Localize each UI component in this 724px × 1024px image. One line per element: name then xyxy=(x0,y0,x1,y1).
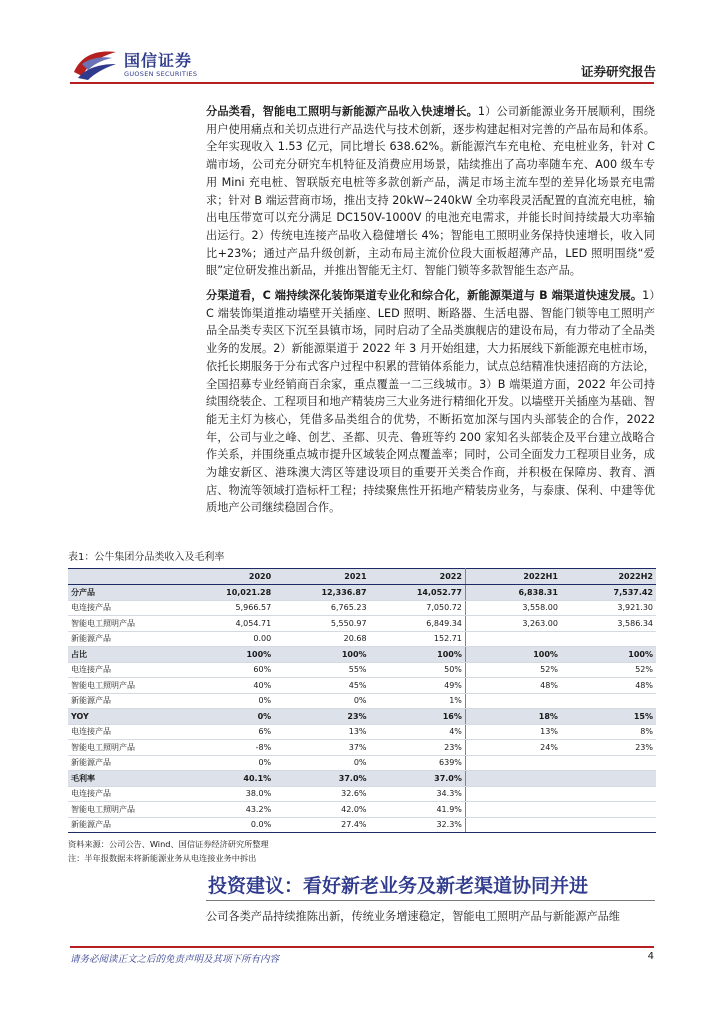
value-cell: 3,263.00 xyxy=(465,616,561,632)
value-cell xyxy=(561,817,656,833)
value-cell: 48% xyxy=(561,678,656,694)
value-cell: 60% xyxy=(179,662,274,678)
table-row xyxy=(68,600,656,616)
value-cell: 4,054.71 xyxy=(179,616,274,632)
value-cell: 43.2% xyxy=(179,802,274,818)
value-cell: 100% xyxy=(179,647,274,663)
value-cell: 13% xyxy=(274,724,369,740)
row-label-cell: 新能源产品 xyxy=(68,817,179,833)
value-cell: 16% xyxy=(370,709,466,725)
row-label-cell: 分产品 xyxy=(68,585,179,601)
value-cell: 41.9% xyxy=(370,802,466,818)
value-cell: 34.3% xyxy=(370,786,466,802)
value-cell: 14,052.77 xyxy=(370,585,466,601)
value-cell xyxy=(561,802,656,818)
guosen-logo-icon xyxy=(72,46,118,82)
value-cell: 4% xyxy=(370,724,466,740)
table-footnote: 注：半年报数据未将新能源业务从电连接业务中拆出 xyxy=(68,853,257,863)
row-label-cell: 新能源产品 xyxy=(68,755,179,771)
value-cell: 24% xyxy=(465,740,561,756)
value-cell: 37% xyxy=(274,740,369,756)
value-cell: 52% xyxy=(561,662,656,678)
value-cell: 3,586.34 xyxy=(561,616,656,632)
table-row xyxy=(68,771,656,787)
guosen-logo xyxy=(72,46,202,86)
value-cell: 20.68 xyxy=(274,631,369,647)
table-notes xyxy=(68,837,656,865)
table-row xyxy=(68,802,656,818)
value-cell: 0% xyxy=(274,755,369,771)
row-label-cell: 电连接产品 xyxy=(68,600,179,616)
section-title: 投资建议：看好新老业务及新老渠道协同并进 xyxy=(208,875,589,897)
value-cell xyxy=(465,755,561,771)
table-body xyxy=(68,585,656,833)
logo-english-name: GUOSEN SECURITIES xyxy=(124,70,198,78)
value-cell: 8% xyxy=(561,724,656,740)
value-cell: 100% xyxy=(465,647,561,663)
value-cell: 639% xyxy=(370,755,466,771)
report-type-label: 证券研究报告 xyxy=(580,64,656,79)
table-row xyxy=(68,724,656,740)
value-cell xyxy=(561,771,656,787)
row-label-cell: 新能源产品 xyxy=(68,631,179,647)
value-cell: 40% xyxy=(179,678,274,694)
row-label-cell: 智能电工照明产品 xyxy=(68,678,179,694)
value-cell: 3,921.30 xyxy=(561,600,656,616)
value-cell: 23% xyxy=(274,709,369,725)
table-row xyxy=(68,585,656,601)
value-cell: 45% xyxy=(274,678,369,694)
paragraph-product-text: 1）公司新能源业务开展顺利，围绕用户使用痛点和关切点进行产品迭代与技术创新，逐步构建起相对完善的产品布局和体系。全年实现收入 1.53 亿元，同比增长 638.62%。新能源汽车充电枪、充电桩业务，针对 C 端市场，公司充分研究车机特征及消费应用场景，陆续推出了高功率随车充、A00 级车专用 Mini 充电桩、智联版充电桩等多款创新产品，满足市场主流车型的差异化场景充电需求；针对 B 端运营商市场，推出支持 20kW~240kW 全功率段灵活配置的直流充电桩，输出电压带宽可以充分满足 DC150V-1000V 的电池充电需求，并能长时间持续最大功率输出运行。2）传统电连接产品收入稳健增长 4%；智能电工照明业务保持快速增长，收入同比+23%；通过产品升级创新，主动布局主流价位段大面板超薄产品，LED 照明围绕“爱眼”定位研发推出新品，并推出智能无主灯、智能门锁等多款智能生态产品。 xyxy=(206,105,655,278)
value-cell xyxy=(465,693,561,709)
value-cell: 5,966.57 xyxy=(179,600,274,616)
page-header xyxy=(0,0,724,92)
value-cell: 37.0% xyxy=(370,771,466,787)
page-number: 4 xyxy=(647,951,654,962)
table-row xyxy=(68,647,656,663)
value-cell: 5,550.97 xyxy=(274,616,369,632)
table-header-cell: 2022H2 xyxy=(561,569,656,585)
value-cell: 38.0% xyxy=(179,786,274,802)
value-cell: 0% xyxy=(179,709,274,725)
table-row xyxy=(68,693,656,709)
value-cell: 42.0% xyxy=(274,802,369,818)
value-cell xyxy=(465,631,561,647)
value-cell: 32.6% xyxy=(274,786,369,802)
value-cell: 23% xyxy=(561,740,656,756)
row-label-cell: YOY xyxy=(68,709,179,725)
value-cell: 15% xyxy=(561,709,656,725)
table-row xyxy=(68,678,656,694)
value-cell: 49% xyxy=(370,678,466,694)
table-row xyxy=(68,786,656,802)
value-cell: 100% xyxy=(370,647,466,663)
value-cell: 152.71 xyxy=(370,631,466,647)
value-cell: 0.00 xyxy=(179,631,274,647)
value-cell: 37.0% xyxy=(274,771,369,787)
table-row xyxy=(68,740,656,756)
value-cell: 0% xyxy=(179,755,274,771)
table-row xyxy=(68,616,656,632)
paragraph-product-analysis xyxy=(206,103,655,280)
header-divider xyxy=(70,82,654,84)
value-cell: 48% xyxy=(465,678,561,694)
row-label-cell: 毛利率 xyxy=(68,771,179,787)
value-cell: 7,537.42 xyxy=(561,585,656,601)
row-label-cell: 电连接产品 xyxy=(68,724,179,740)
table-row xyxy=(68,709,656,725)
value-cell: 0% xyxy=(274,693,369,709)
body-text xyxy=(206,103,655,517)
value-cell xyxy=(465,802,561,818)
value-cell: 52% xyxy=(465,662,561,678)
value-cell: 40.1% xyxy=(179,771,274,787)
value-cell: 0.0% xyxy=(179,817,274,833)
logo-chinese-name: 国信证券 xyxy=(124,51,193,70)
page-footer xyxy=(0,946,724,976)
value-cell: -8% xyxy=(179,740,274,756)
revenue-table-section xyxy=(68,548,656,865)
value-cell: 100% xyxy=(561,647,656,663)
value-cell: 27.4% xyxy=(274,817,369,833)
value-cell: 6,765.23 xyxy=(274,600,369,616)
value-cell xyxy=(561,755,656,771)
value-cell: 18% xyxy=(465,709,561,725)
revenue-margin-table xyxy=(68,568,656,833)
value-cell xyxy=(465,771,561,787)
value-cell: 3,558.00 xyxy=(465,600,561,616)
table-header-cell: 2020 xyxy=(179,569,274,585)
footer-divider xyxy=(70,946,654,948)
value-cell: 1% xyxy=(370,693,466,709)
paragraph-product-title: 分品类看，智能电工照明与新能源产品收入快速增长。 xyxy=(206,105,478,118)
table-row xyxy=(68,817,656,833)
value-cell: 23% xyxy=(370,740,466,756)
value-cell: 6,838.31 xyxy=(465,585,561,601)
row-label-cell: 占比 xyxy=(68,647,179,663)
table-header-cell: 2021 xyxy=(274,569,369,585)
value-cell: 0% xyxy=(179,693,274,709)
value-cell xyxy=(561,631,656,647)
value-cell xyxy=(561,786,656,802)
row-label-cell: 电连接产品 xyxy=(68,662,179,678)
value-cell: 6,849.34 xyxy=(370,616,466,632)
value-cell xyxy=(465,817,561,833)
row-label-cell: 智能电工照明产品 xyxy=(68,616,179,632)
value-cell: 10,021.28 xyxy=(179,585,274,601)
row-label-cell: 新能源产品 xyxy=(68,693,179,709)
value-cell: 50% xyxy=(370,662,466,678)
value-cell xyxy=(561,693,656,709)
value-cell: 7,050.72 xyxy=(370,600,466,616)
value-cell: 55% xyxy=(274,662,369,678)
investment-advice-heading xyxy=(206,868,655,902)
row-label-cell: 电连接产品 xyxy=(68,786,179,802)
value-cell: 32.3% xyxy=(370,817,466,833)
table-source: 资料来源：公司公告、Wind、国信证券经济研究所整理 xyxy=(68,839,269,849)
table-header-row xyxy=(68,569,656,585)
table-title: 表1：公牛集团分品类收入及毛利率 xyxy=(68,552,225,563)
table-row xyxy=(68,662,656,678)
value-cell: 100% xyxy=(274,647,369,663)
paragraph-channel-analysis xyxy=(206,287,655,517)
value-cell: 6% xyxy=(179,724,274,740)
value-cell xyxy=(465,786,561,802)
row-label-cell: 智能电工照明产品 xyxy=(68,802,179,818)
investment-advice-text: 公司各类产品持续推陈出新，传统业务增速稳定，智能电工照明产品与新能源产品维 xyxy=(206,910,620,923)
row-label-cell: 智能电工照明产品 xyxy=(68,740,179,756)
paragraph-channel-text: 1）C 端装饰渠道推动墙壁开关插座、LED 照明、断路器、生活电器、智能门锁等电工照明产品全品类专卖区下沉至县镇市场，同时启动了全品类旗舰店的建设布局，有力带动了全品类业务的发展。2）新能源渠道于 2022 年 3 月开始组建，大力拓展线下新能源充电桩市场，依托长期服务于分布式客户过程中积累的营销体系能力，试点总结精准快速招商的方法论，全国招募专业经销商百余家，重点覆盖一二三线城市。3）B 端渠道方面，2022 年公司持续围绕装企、工程项目和地产精装房三大业务进行精细化开发。以墙壁开关插座为基础、智能无主灯为核心，凭借多品类组合的优势，不断拓宽加深与国内头部装企的合作，2022 年，公司与业之峰、创艺、圣都、贝壳、鲁班等约 200 家知名头部装企及平台建立战略合作关系，并围绕重点城市提升区域装企网点覆盖率；同时，公司全面发力工程项目业务，成为雄安新区、港珠澳大湾区等建设项目的重要开关类合作商，并积极在保障房、教育、酒店、物流等领域打造标杆工程；持续聚焦性开拓地产精装房业务，与泰康、保利、中建等优质地产公司继续稳固合作。 xyxy=(206,289,655,515)
section-divider xyxy=(206,900,655,901)
paragraph-channel-title: 分渠道看，C 端持续深化装饰渠道专业化和综合化，新能源渠道与 B 端渠道快速发展。 xyxy=(206,289,643,303)
table-header-cell: 2022H1 xyxy=(465,569,561,585)
table-header-cell: 2022 xyxy=(370,569,466,585)
footer-disclaimer: 请务必阅读正文之后的免责声明及其项下所有内容 xyxy=(70,954,280,965)
table-row xyxy=(68,631,656,647)
table-header-cell xyxy=(68,569,179,585)
value-cell: 13% xyxy=(465,724,561,740)
value-cell: 12,336.87 xyxy=(274,585,369,601)
table-row xyxy=(68,755,656,771)
